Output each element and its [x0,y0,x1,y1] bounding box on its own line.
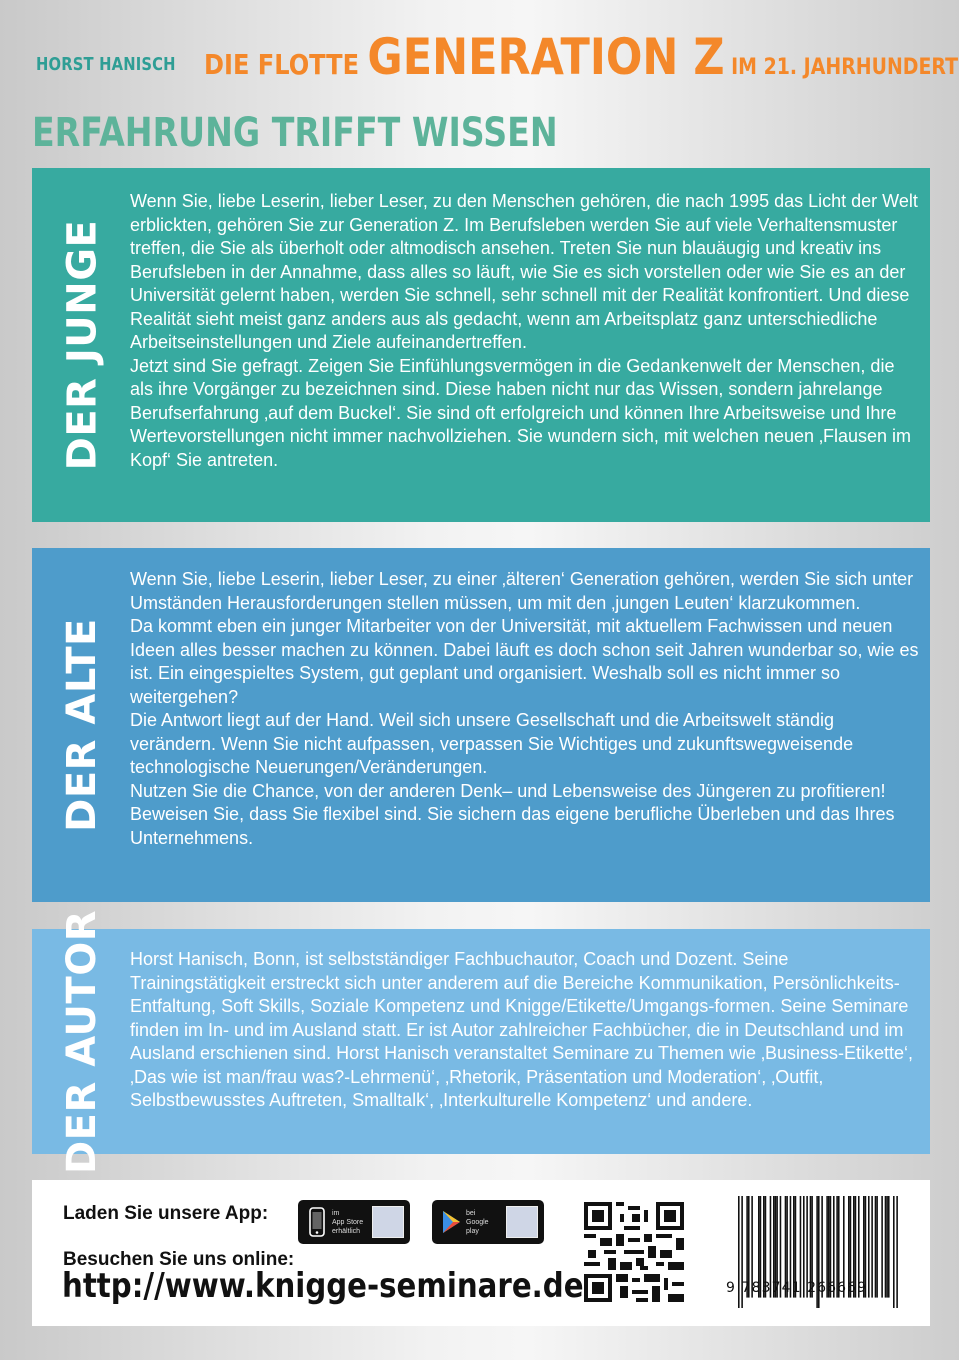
panel-autor [32,909,930,1174]
footer [32,1180,930,1326]
app-label: Laden Sie unsere App: [63,1203,269,1224]
app-store-text [332,1209,363,1236]
google-play-badge[interactable] [432,1200,544,1244]
paragraph: Wenn Sie, liebe Leserin, lieber Leser, zu einer ‚älteren‘ Generation gehören, werden Sie sich unter Umständen Herausforderungen stellen müssen, um mit den ‚jungen Leuten‘ klarzukommen. [130,569,914,613]
panel-alte [32,548,930,902]
badge-line: bei [466,1210,476,1217]
isbn-digits: 9 783741 266669 [726,1280,868,1296]
qr-code-icon[interactable] [584,1202,684,1302]
badge-line: erhältlich [332,1228,361,1235]
play-icon [440,1206,462,1238]
badge-line: App Store [332,1219,364,1226]
side-label-junge-text: DER JUNGE [59,219,105,471]
subtitle: ERFAHRUNG TRIFFT WISSEN [32,110,558,156]
paragraph: Wenn Sie, liebe Leserin, lieber Leser, zu den Menschen gehören, die nach 1995 das Licht der Welt erblickten, gehören Sie zur Generation Z. Im Berufsleben werden Sie auf viele Verhaltensmuster treffen, die Sie als überholt oder altmodisch ansehen. Treten Sie nun blauäugig und kreativ ins Berufsleben in der Annahme, dass alles so läuft, wie Sie es sich vorstellen oder wie Sie es an der Universität gelernt haben, werden Sie schnell, sehr schnell mit der Realität konfrontiert. Und diese Realität sieht meist ganz anders aus als gedacht, wenn am Arbeitsplatz ganz unterschiedliche Arbeitseinstellungen und Ziele aufeinandertreffen. [130,191,918,352]
panel-alte-text [130,568,922,850]
side-label-alte-text: DER ALTE [59,618,105,832]
badge-line: play [466,1228,479,1235]
author-name: HORST HANISCH [36,54,176,75]
app-store-badge[interactable] [298,1200,410,1244]
header [0,28,959,88]
panel-junge-text [130,190,922,472]
panel-junge [32,168,930,522]
paragraph: Nutzen Sie die Chance, von der anderen Denk– und Lebensweise des Jüngeren zu profitieren! Beweisen Sie, dass Sie flexibel sind. Sie sichern das eigene berufliche Überleben und das Ihres Unternehmens. [130,780,895,848]
phone-icon [306,1206,328,1238]
title-part-2: GENERATION Z [367,28,725,86]
panel-autor-text [130,948,922,1113]
google-play-text [466,1209,489,1236]
badge-line: im [332,1210,340,1217]
title-part-1: DIE FLOTTE [204,48,368,81]
online-label: Besuchen Sie uns online: [63,1249,295,1270]
book-title [204,28,958,86]
paragraph: Horst Hanisch, Bonn, ist selbstständiger Fachbuchautor, Coach und Dozent. Seine Trainingstätigkeit erstreckt sich unter anderem auf die Bereiche Kommunikation, Persönlichkeits-Entfaltung, Soft Skills, Soziale Kompetenz und Knigge/Etikette/Umgangs-formen. Seine Seminare finden im In- und im Ausland statt. Er ist Autor zahlreicher Fachbücher, die in Deutschland und im Ausland erschienen sind. Horst Hanisch veranstaltet Seminare zu Themen wie ‚Business-Etikette‘, ‚Das wie ist man/frau was?-Lehrmenü‘, ‚Rhetorik, Präsentation und Moderation‘, ‚Outfit, Selbstbewusstes Auftreten, Smalltalk‘, ‚Interkulturelle Kompetenz‘ und andere. [130,949,914,1110]
paragraph: Die Antwort liegt auf der Hand. Weil sich unsere Gesellschaft und die Arbeitswelt ständig verändern. Wenn Sie nicht aufpassen, verpassen Sie Wichtiges und zukunftswegweisende technologische Neuerungen/Veränderungen. [130,710,854,777]
website-link[interactable]: http://www.knigge-seminare.de [62,1266,584,1306]
badge-qr-icon [372,1206,404,1238]
side-label-autor [52,909,112,1174]
side-label-alte [52,548,112,902]
paragraph: Jetzt sind Sie gefragt. Zeigen Sie Einfühlungsvermögen in die Gedankenwelt der Menschen, die als ihre Vorgänger zu bezeichnen sind. Diese haben nicht nur das Wissen, sondern jahrelange Berufserfahrung ‚auf dem Buckel‘. Sie sind oft erfolgreich und können Ihre Arbeitsweise und Ihre Wertevorstellungen nicht immer nachvollziehen. Sie wundern sich, mit welchen neuen ‚Flausen im Kopf‘ Sie antreten. [130,355,912,470]
side-label-junge [52,168,112,522]
side-label-autor-text: DER AUTOR [59,909,105,1174]
badge-qr-icon [506,1206,538,1238]
paragraph: Da kommt eben ein junger Mitarbeiter von der Universität, mit aktuellem Fachwissen und neuen Ideen alles besser machen zu können. Dabei läuft es doch schon seit Jahren wunderbar so, wie es ist. Ein eingespieltes System, gut geplant und organisiert. Weshalb soll es nicht immer so weitergehen? [130,616,919,707]
title-part-3: IM 21. JAHRHUNDERT [724,55,959,80]
badge-line: Google [466,1219,489,1226]
